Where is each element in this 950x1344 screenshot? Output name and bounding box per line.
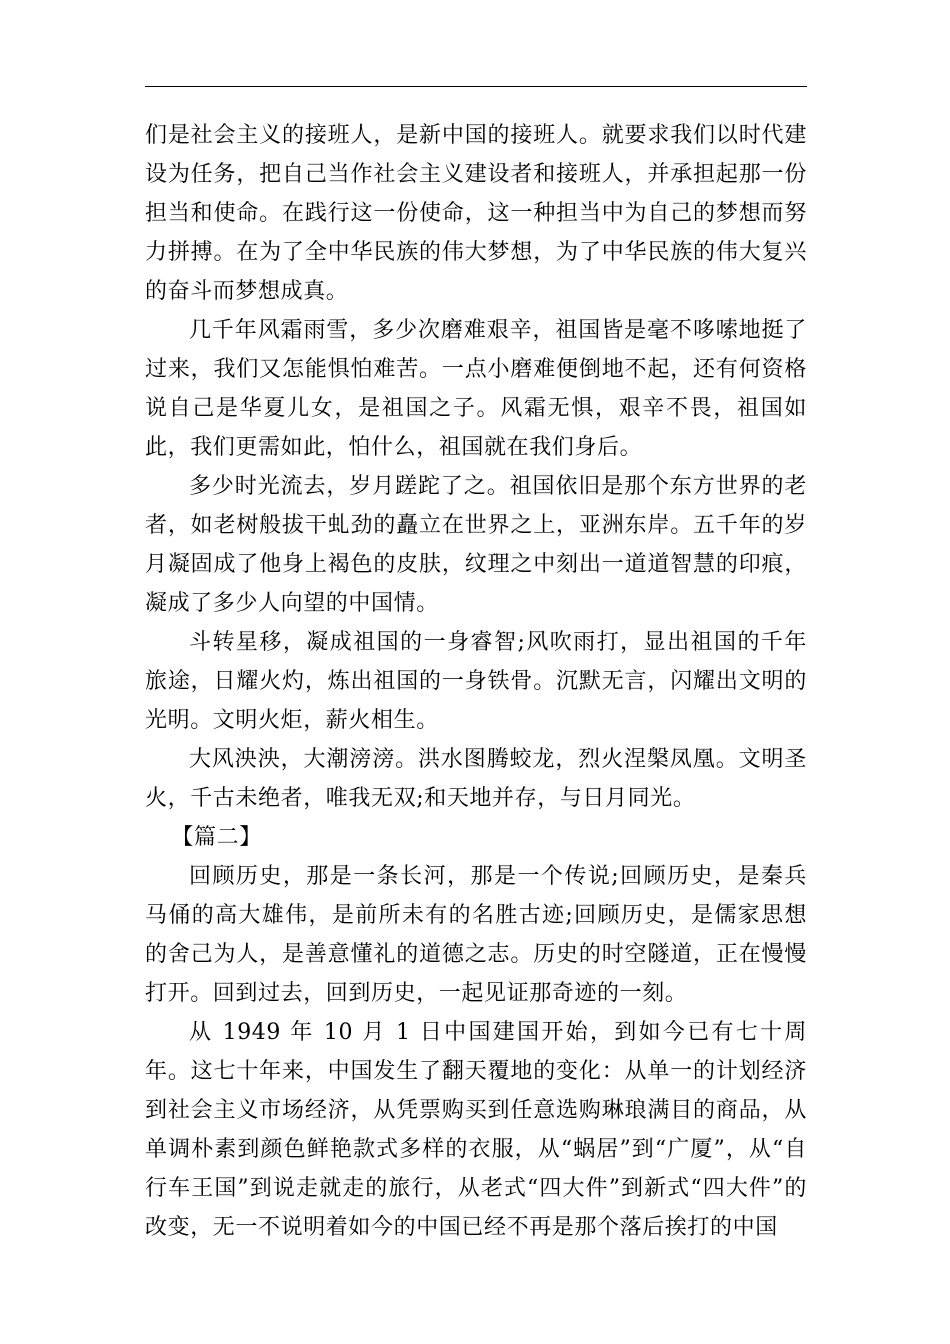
paragraph: 多少时光流去，岁月蹉跎了之。祖国依旧是那个东方世界的老者，如老树般拔干虬劲的矗立在世界之上，亚洲东岸。五千年的岁月凝固成了他身上褐色的皮肤，纹理之中刻出一道道智慧的印痕，凝成了多少人向望的中国情。 [145, 474, 807, 616]
paragraph: 几千年风霜雨雪，多少次磨难艰辛，祖国皆是毫不哆嗦地挺了过来，我们又怎能惧怕难苦。一点小磨难便倒地不起，还有何资格说自己是华夏儿女，是祖国之子。风霜无惧，艰辛不畏，祖国如此，我们更需如此，怕什么，祖国就在我们身后。 [145, 318, 807, 460]
section-heading: 【篇二】 [171, 825, 262, 850]
paragraph: 回顾历史，那是一条长河，那是一个传说;回顾历史，是秦兵马俑的高大雄伟，是前所未有的名胜古迹;回顾历史，是儒家思想的舍己为人，是善意懂礼的道德之志。历史的时空隧道，正在慢慢打开。回到过去，回到历史，一起见证那奇迹的一刻。 [145, 864, 807, 1006]
document-body [145, 116, 807, 1247]
paragraph: 大风泱泱，大潮滂滂。洪水图腾蛟龙，烈火涅槃凤凰。文明圣火，千古未绝者，唯我无双;和天地并存，与日月同光。 [145, 747, 807, 811]
paragraph: 从 1949 年 10 月 1 日中国建国开始，到如今已有七十周年。这七十年来，中国发生了翻天覆地的变化：从单一的计划经济到社会主义市场经济，从凭票购买到任意选购琳琅满目的商品，从单调朴素到颜色鲜艳款式多样的衣服，从“蜗居”到“广厦”，从“自行车王国”到说走就走的旅行，从老式“四大件”到新式“四大件”的改变，无一不说明着如今的中国已经不再是那个落后挨打的中国 [145, 1020, 807, 1240]
paragraph: 斗转星移，凝成祖国的一身睿智;风吹雨打，显出祖国的千年旅途，日耀火灼，炼出祖国的一身铁骨。沉默无言，闪耀出文明的光明。文明火炬，薪火相生。 [145, 630, 807, 733]
header-rule [145, 86, 807, 87]
paragraph: 们是社会主义的接班人，是新中国的接班人。就要求我们以时代建设为任务，把自己当作社会主义建设者和接班人，并承担起那一份担当和使命。在践行这一份使命，这一种担当中为自己的梦想而努力拼搏。在为了全中华民族的伟大梦想，为了中华民族的伟大复兴的奋斗而梦想成真。 [145, 123, 807, 304]
